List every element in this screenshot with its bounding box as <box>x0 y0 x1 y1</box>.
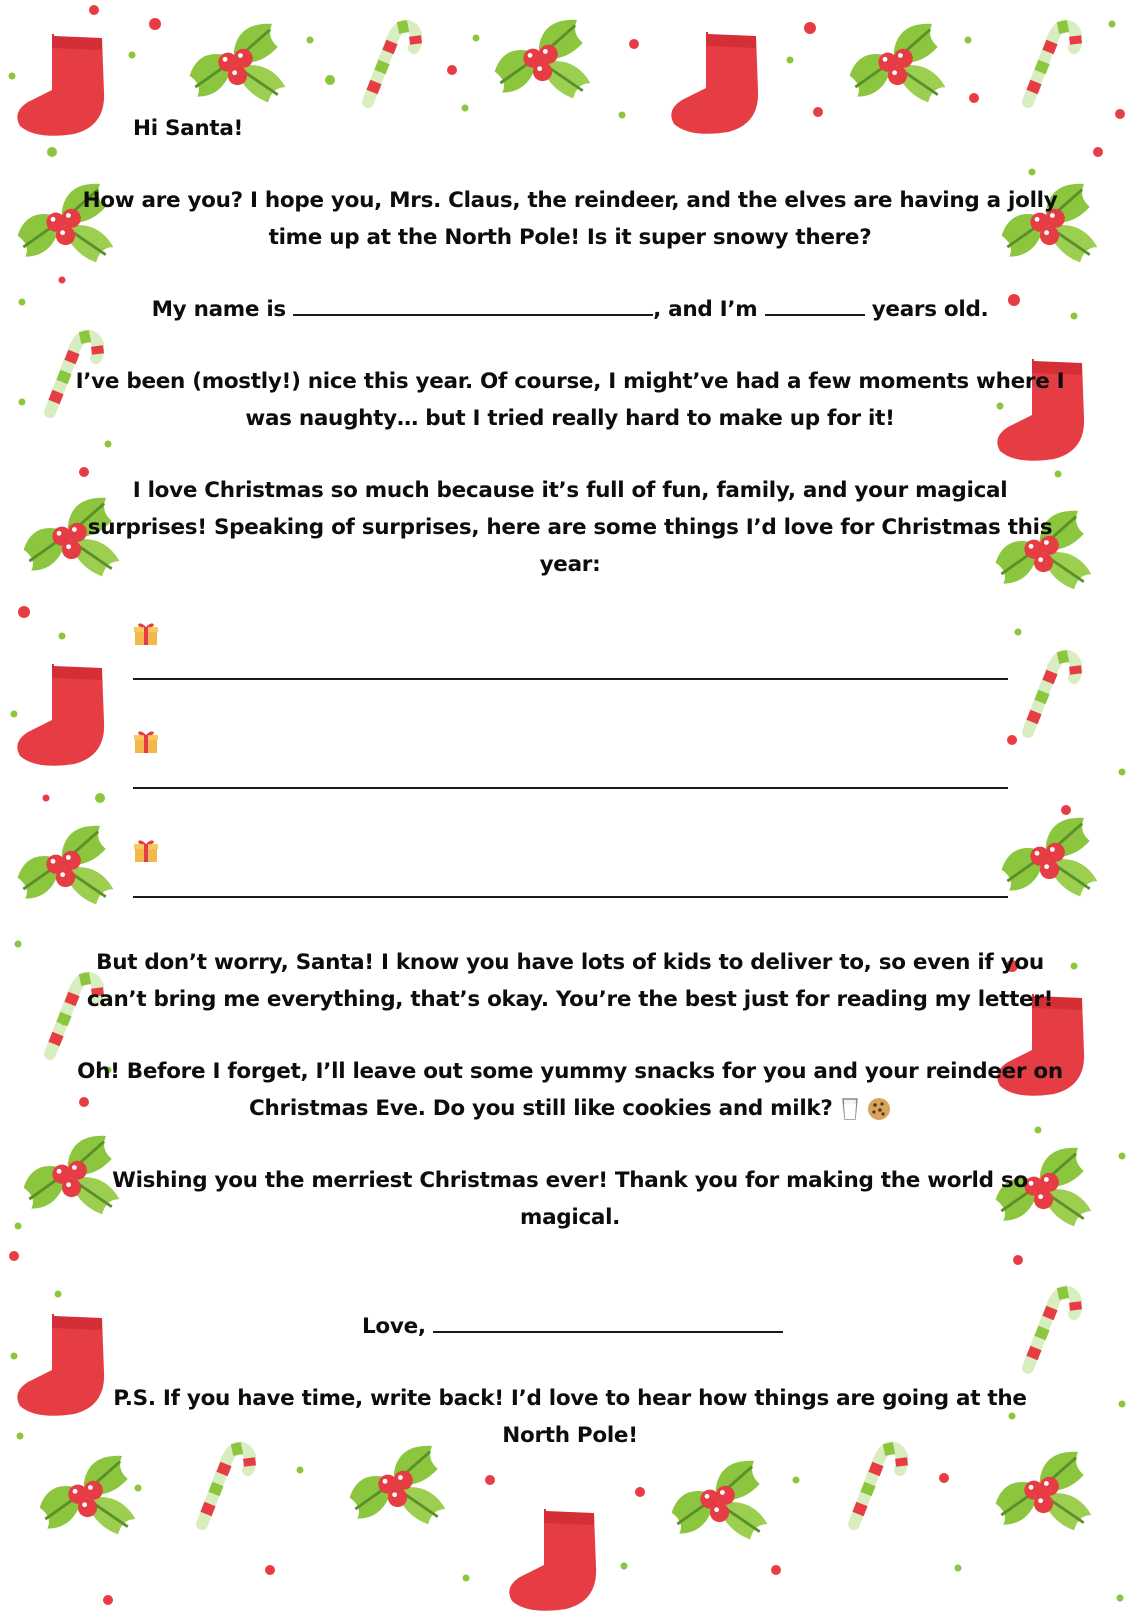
paragraph-6-line-2: magical. <box>519 1205 621 1230</box>
signoff: Love, <box>362 1314 426 1339</box>
name-suffix: years old. <box>871 297 989 322</box>
paragraph-3-line-1: I love Christmas so much because it’s full of fun, family, and your magical <box>132 478 1008 503</box>
milk-glass-icon <box>840 1097 860 1121</box>
paragraph-5-line-1: Oh! Before I forget, I’ll leave out some yummy snacks for you and your reindeer on <box>77 1059 1063 1084</box>
gift-icon <box>133 729 159 755</box>
paragraph-3-line-3: year: <box>539 552 601 577</box>
wish-line-3[interactable] <box>133 896 1008 898</box>
paragraph-5-line-2-wrap <box>0 1090 1140 1128</box>
ps-line-2: North Pole! <box>502 1423 638 1448</box>
paragraph-1-line-1: How are you? I hope you, Mrs. Claus, the reindeer, and the elves are having a jolly <box>82 188 1058 213</box>
name-middle: , and I’m <box>653 297 758 322</box>
wish-line-1[interactable] <box>133 678 1008 680</box>
paragraph-6-line-1: Wishing you the merriest Christmas ever! Thank you for making the world so <box>112 1168 1028 1193</box>
paragraph-2-line-2: was naughty… but I tried really hard to make up for it! <box>245 406 895 431</box>
name-prefix: My name is <box>151 297 286 322</box>
signoff-line <box>362 1308 783 1346</box>
name-age-line <box>0 291 1140 329</box>
age-blank[interactable] <box>765 292 865 316</box>
greeting: Hi Santa! <box>133 116 244 141</box>
signature-blank[interactable] <box>433 1309 783 1333</box>
cookie-icon <box>867 1097 891 1121</box>
paragraph-1-line-2: time up at the North Pole! Is it super snowy there? <box>268 225 872 250</box>
gift-icon <box>133 838 159 864</box>
paragraph-3-line-2: surprises! Speaking of surprises, here are some things I’d love for Christmas this <box>87 515 1053 540</box>
paragraph-4-line-2: can’t bring me everything, that’s okay. You’re the best just for reading my letter! <box>86 987 1054 1012</box>
paragraph-2-line-1: I’ve been (mostly!) nice this year. Of course, I might’ve had a few moments where I <box>75 369 1065 394</box>
paragraph-4-line-1: But don’t worry, Santa! I know you have lots of kids to deliver to, so even if you <box>96 950 1044 975</box>
paragraph-5-line-2: Christmas Eve. Do you still like cookies and milk? <box>249 1096 833 1121</box>
name-blank[interactable] <box>293 292 653 316</box>
gift-icon <box>133 621 159 647</box>
ps-line-1: P.S. If you have time, write back! I’d love to hear how things are going at the <box>113 1386 1027 1411</box>
wish-line-2[interactable] <box>133 787 1008 789</box>
